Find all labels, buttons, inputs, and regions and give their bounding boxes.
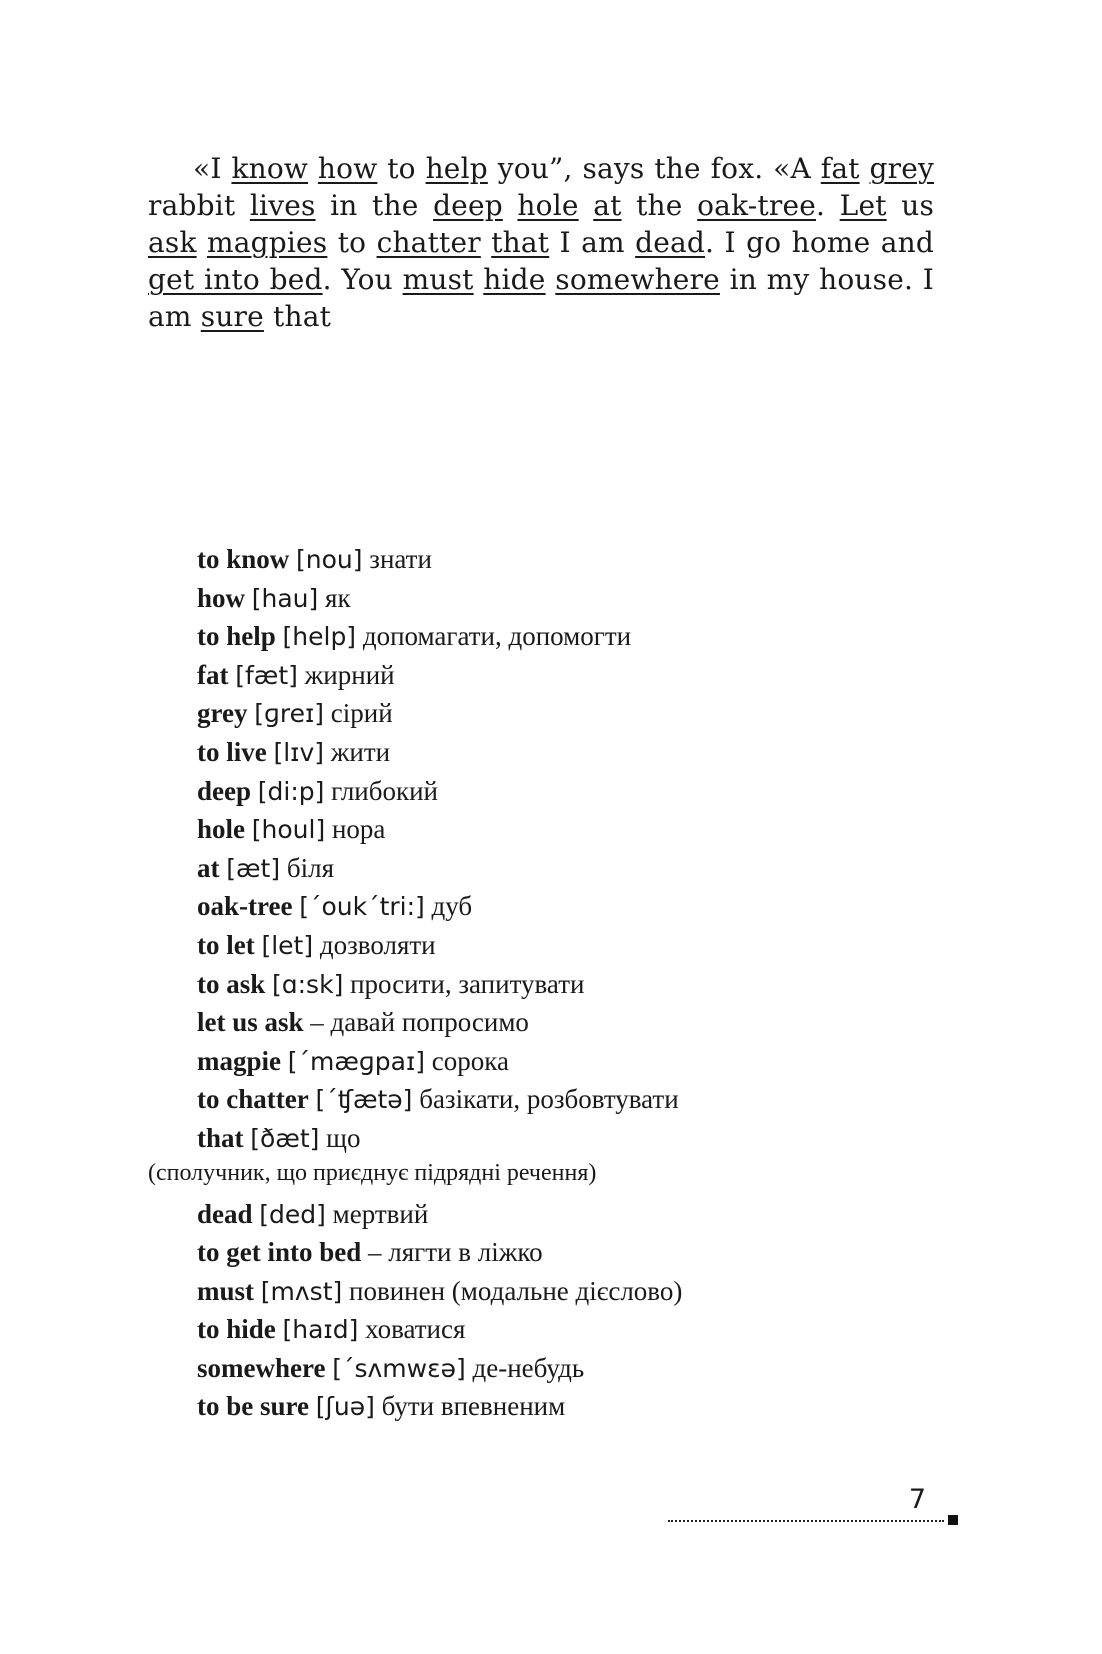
vocab-entry bbox=[148, 1042, 908, 1081]
vocab-transcription: [nou] bbox=[296, 545, 363, 574]
vocab-entry bbox=[148, 810, 908, 849]
vocab-transcription: [ðæt] bbox=[250, 1123, 320, 1153]
vocab-term: to know bbox=[197, 544, 290, 574]
vocab-note: (сполучник, що приєднує підрядні речення) bbox=[148, 1159, 597, 1186]
vocab-term: to chatter bbox=[197, 1084, 309, 1115]
story-text bbox=[474, 263, 484, 296]
vocab-translation: знати bbox=[369, 544, 432, 574]
vocab-term: oak-tree bbox=[197, 891, 293, 922]
story-text bbox=[546, 263, 556, 296]
vocab-transcription: [lɪv] bbox=[273, 737, 325, 767]
vocab-translation: сірий bbox=[330, 698, 393, 729]
vocab-term: at bbox=[197, 852, 220, 883]
story-text: . I go home and bbox=[705, 226, 934, 259]
story-text: «I bbox=[193, 152, 232, 185]
story-text: I am bbox=[549, 226, 636, 259]
underlined-word: must bbox=[402, 263, 474, 296]
vocab-term: deep bbox=[197, 775, 251, 806]
vocab-entry bbox=[148, 849, 908, 888]
vocab-entry bbox=[148, 540, 908, 579]
vocab-translation: ховатися bbox=[365, 1314, 466, 1345]
vocab-translation: бути впевненим bbox=[381, 1391, 566, 1422]
vocab-term: to let bbox=[197, 929, 255, 960]
vocab-term: grey bbox=[197, 698, 248, 729]
vocab-entry bbox=[148, 1387, 908, 1426]
story-text bbox=[860, 152, 870, 185]
underlined-word: magpies bbox=[206, 226, 328, 259]
story-text bbox=[503, 189, 518, 222]
story-text: . bbox=[816, 189, 840, 222]
underlined-word: lives bbox=[249, 189, 316, 222]
vocab-transcription: [΄ʧætə] bbox=[315, 1085, 413, 1115]
underlined-word: hide bbox=[483, 263, 546, 296]
underlined-word: get into bed bbox=[148, 263, 323, 296]
vocab-entry bbox=[148, 1003, 908, 1042]
vocab-transcription: [æt] bbox=[226, 853, 281, 883]
story-text bbox=[197, 226, 207, 259]
vocab-entry bbox=[148, 1272, 908, 1311]
vocab-translation: базікати, розбовтувати bbox=[419, 1084, 679, 1115]
vocab-entry bbox=[148, 1119, 908, 1158]
story-text: to bbox=[327, 226, 377, 259]
vocab-transcription: [hau] bbox=[251, 583, 319, 613]
underlined-word: help bbox=[425, 152, 488, 185]
underlined-word: oak-tree bbox=[697, 189, 816, 222]
vocab-term: somewhere bbox=[197, 1352, 326, 1383]
vocab-entry bbox=[148, 617, 908, 656]
underlined-word: how bbox=[317, 152, 378, 185]
vocab-translation: нора bbox=[331, 814, 386, 845]
vocab-transcription: [΄mæɡpaɪ] bbox=[287, 1046, 426, 1076]
underlined-word: sure bbox=[200, 300, 264, 333]
vocab-entry bbox=[148, 1080, 908, 1119]
vocab-translation: що bbox=[326, 1122, 361, 1153]
vocab-translation: дозволяти bbox=[319, 929, 436, 960]
vocab-transcription: [houl] bbox=[251, 815, 326, 845]
vocab-translation: де-небудь bbox=[472, 1352, 585, 1383]
vocab-transcription: [di:p] bbox=[257, 776, 325, 806]
story-text: us bbox=[886, 189, 935, 222]
underlined-word: Let bbox=[839, 189, 887, 222]
vocab-transcription: [let] bbox=[261, 930, 314, 960]
vocab-entry bbox=[148, 1310, 908, 1349]
story-text bbox=[308, 152, 318, 185]
story-text: in the bbox=[315, 189, 434, 222]
vocab-term: dead bbox=[197, 1198, 253, 1229]
story-text: the bbox=[621, 189, 698, 222]
underlined-word: deep bbox=[433, 189, 503, 222]
underlined-word: grey bbox=[869, 152, 935, 185]
vocab-translation: жити bbox=[330, 736, 391, 767]
vocab-term: to ask bbox=[197, 968, 266, 999]
vocab-transcription: [mʌst] bbox=[260, 1276, 343, 1306]
vocab-term: how bbox=[197, 582, 246, 613]
vocab-entry bbox=[148, 965, 908, 1004]
vocab-transcription: [help] bbox=[282, 622, 357, 652]
vocab-entry bbox=[148, 1195, 908, 1234]
vocab-translation: біля bbox=[286, 852, 334, 883]
vocab-term: that bbox=[197, 1122, 244, 1153]
vocab-translation: жирний bbox=[304, 659, 395, 690]
vocab-transcription: [fæt] bbox=[235, 660, 298, 690]
vocab-term: to be sure bbox=[197, 1391, 309, 1422]
vocab-translation: дуб bbox=[431, 891, 473, 922]
story-text: to bbox=[377, 152, 426, 185]
story-text bbox=[579, 189, 594, 222]
vocab-translation: просити, запитувати bbox=[350, 968, 585, 999]
vocab-entry bbox=[148, 1349, 908, 1388]
vocab-translation: – лягти в ліжко bbox=[368, 1237, 543, 1268]
page-number: 7 bbox=[908, 1484, 926, 1515]
story-text: . You bbox=[322, 263, 403, 296]
story-text: that bbox=[263, 300, 332, 333]
story-text bbox=[481, 226, 491, 259]
vocab-translation: глибокий bbox=[331, 775, 439, 806]
underlined-word: fat bbox=[820, 152, 860, 185]
underlined-word: hole bbox=[517, 189, 579, 222]
vocab-translation: як bbox=[325, 582, 351, 613]
vocab-term: to hide bbox=[197, 1314, 276, 1345]
vocab-term: hole bbox=[197, 814, 246, 845]
underlined-word: dead bbox=[635, 226, 706, 259]
vocab-term: must bbox=[197, 1275, 255, 1306]
vocab-entry bbox=[148, 1233, 908, 1272]
end-square-mark bbox=[948, 1515, 958, 1525]
page-footer bbox=[668, 1485, 958, 1525]
vocab-entry bbox=[148, 694, 908, 733]
vocab-translation: допомагати, допомогти bbox=[362, 621, 632, 652]
vocab-translation: повинен (модальне дієслово) bbox=[349, 1275, 683, 1306]
vocab-transcription: [΄sʌmwɛə] bbox=[332, 1353, 466, 1383]
story-text: in my house. I am bbox=[148, 263, 934, 333]
vocab-entry bbox=[148, 926, 908, 965]
story-text: rabbit bbox=[148, 189, 250, 222]
dotted-rule bbox=[668, 1520, 944, 1522]
vocab-transcription: [΄ouk΄tri:] bbox=[299, 892, 425, 922]
vocab-transcription: [haɪd] bbox=[282, 1315, 359, 1345]
vocab-entry bbox=[148, 887, 908, 926]
vocab-translation: – давай попросимо bbox=[310, 1007, 529, 1038]
vocab-transcription: [ɡreɪ] bbox=[254, 699, 325, 729]
vocab-transcription: [ɑ:sk] bbox=[272, 969, 344, 999]
vocab-entry bbox=[148, 733, 908, 772]
story-text: you”, says the fox. «A bbox=[487, 152, 821, 185]
vocab-term: magpie bbox=[197, 1045, 281, 1076]
vocab-entry bbox=[148, 772, 908, 811]
vocab-term: fat bbox=[197, 659, 229, 690]
vocab-term: to live bbox=[197, 736, 267, 767]
vocab-term: let us ask bbox=[197, 1007, 304, 1038]
underlined-word: somewhere bbox=[555, 263, 720, 296]
vocabulary-list bbox=[148, 540, 908, 1426]
vocab-term: to get into bed bbox=[197, 1237, 362, 1268]
underlined-word: at bbox=[593, 189, 622, 222]
vocab-translation: мертвий bbox=[332, 1198, 429, 1229]
vocab-term: to help bbox=[197, 621, 276, 652]
vocab-transcription: [ded] bbox=[259, 1199, 326, 1229]
underlined-word: chatter bbox=[376, 226, 481, 259]
underlined-word: know bbox=[231, 152, 309, 185]
vocab-transcription: [ʃuə] bbox=[315, 1392, 375, 1422]
underlined-word: that bbox=[491, 226, 550, 259]
vocab-translation: сорока bbox=[431, 1045, 509, 1076]
story-paragraph bbox=[148, 150, 934, 335]
vocab-entry bbox=[148, 656, 908, 695]
vocab-entry bbox=[148, 579, 908, 618]
underlined-word: ask bbox=[148, 226, 197, 259]
